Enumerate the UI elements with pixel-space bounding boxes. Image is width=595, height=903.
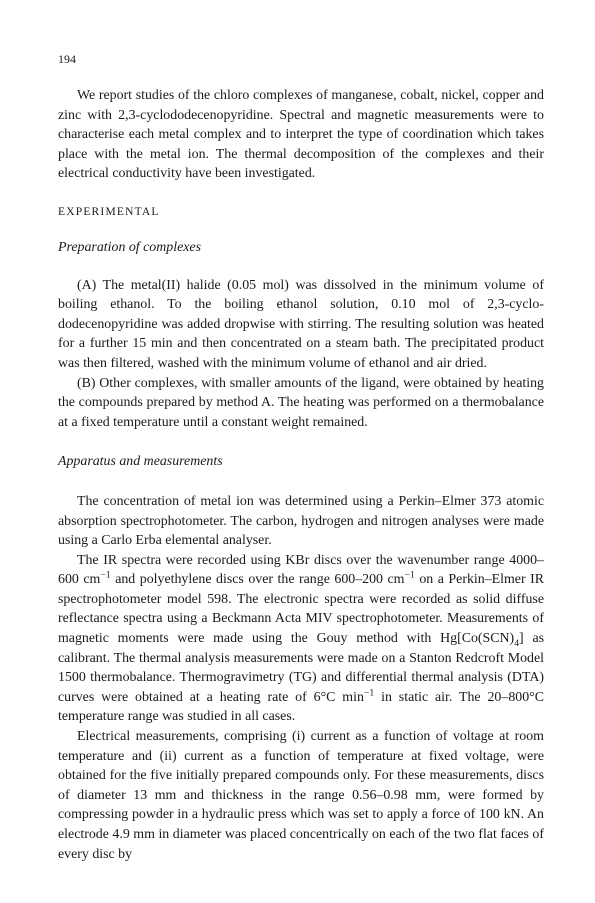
apparatus-paragraph: The concentration of metal ion was determined using a Perkin–Elmer 373 atomic absorption spectrophotometer. The carbon, hydrogen and nitrogen analyses were made using a Carlo Erba elemental analyser.	[58, 493, 544, 549]
formula-subscript: 4	[514, 637, 520, 649]
spectra-text-5: in static air. The 20–800°C temperature range was studied in all cases.	[58, 689, 544, 725]
spectra-text-2: and polyethylene discs over the range 600–200 cm	[110, 572, 405, 588]
unit-exponent: −1	[363, 687, 375, 699]
spectra-text-4: ] as calibrant. The thermal analysis measurements were made on a Stanton Redcroft Model 1500 thermobalance. Thermogravimetry (TG) and differential thermal analysis (DTA) curves were obtained at a heating rate of 6°C min	[58, 631, 545, 705]
spectra-text-3: on a Perkin–Elmer IR spectrophotometer model 598. The electronic spectra were recorded as solid diffuse reflectance spectra using a Beckmann Acta MIV spectrophotometer. Measurements of magnetic moments were made using the Gouy method with Hg[Co(SCN)	[58, 572, 544, 647]
spectra-paragraph	[58, 551, 544, 727]
article-body	[58, 86, 544, 864]
section-heading-experimental: EXPERIMENTAL	[58, 205, 160, 218]
spectra-text-1: The IR spectra were recorded using KBr discs over the wavenumber range 4000–600 cm	[58, 552, 544, 588]
method-b-paragraph: (B) Other complexes, with smaller amounts of the ligand, were obtained by heating the compounds prepared by method A. The heating was performed on a thermobalance at a fixed temperature until a constant weight remained.	[58, 375, 544, 430]
unit-exponent: −1	[100, 569, 111, 581]
electrical-paragraph: Electrical measurements, comprising (i) current as a function of voltage at room temperature and (ii) current as a function of temperature at fixed voltage, were obtained for the five initially prepared compounds only. For these measurements, discs of diameter 13 mm and thickness in the range 0.56–0.98 mm, were formed by compressing powder in a hydraulic press which was set to apply a force of 100 kN. An electrode 4.9 mm in diameter was placed concentrically on each of the two flat faces of every disc by	[58, 729, 544, 862]
unit-exponent: −1	[404, 569, 415, 581]
method-a-paragraph: (A) The metal(II) halide (0.05 mol) was dissolved in the minimum volume of boiling ethanol. To the boiling ethanol solution, 0.10 mol of 2,3-cyclododecenopyridine was added dropwise with stirring. The resulting solution was heated for a further 15 min and then concentrated on a steam bath. The precipitated product was then filtered, washed with the minimum volume of ethanol and air dried.	[58, 277, 544, 371]
subheading-preparation: Preparation of complexes	[58, 239, 201, 255]
intro-paragraph: We report studies of the chloro complexes of manganese, cobalt, nickel, copper and zinc with 2,3-cyclododecenopyridine. Spectral and magnetic measurements were to characterise each metal complex and to interpret the type of coordination which takes place with the metal ion. The thermal decomposition of the complexes and their electrical conductivity have been investigated.	[58, 88, 544, 182]
subheading-apparatus: Apparatus and measurements	[58, 454, 223, 470]
page-number: 194	[58, 52, 76, 66]
